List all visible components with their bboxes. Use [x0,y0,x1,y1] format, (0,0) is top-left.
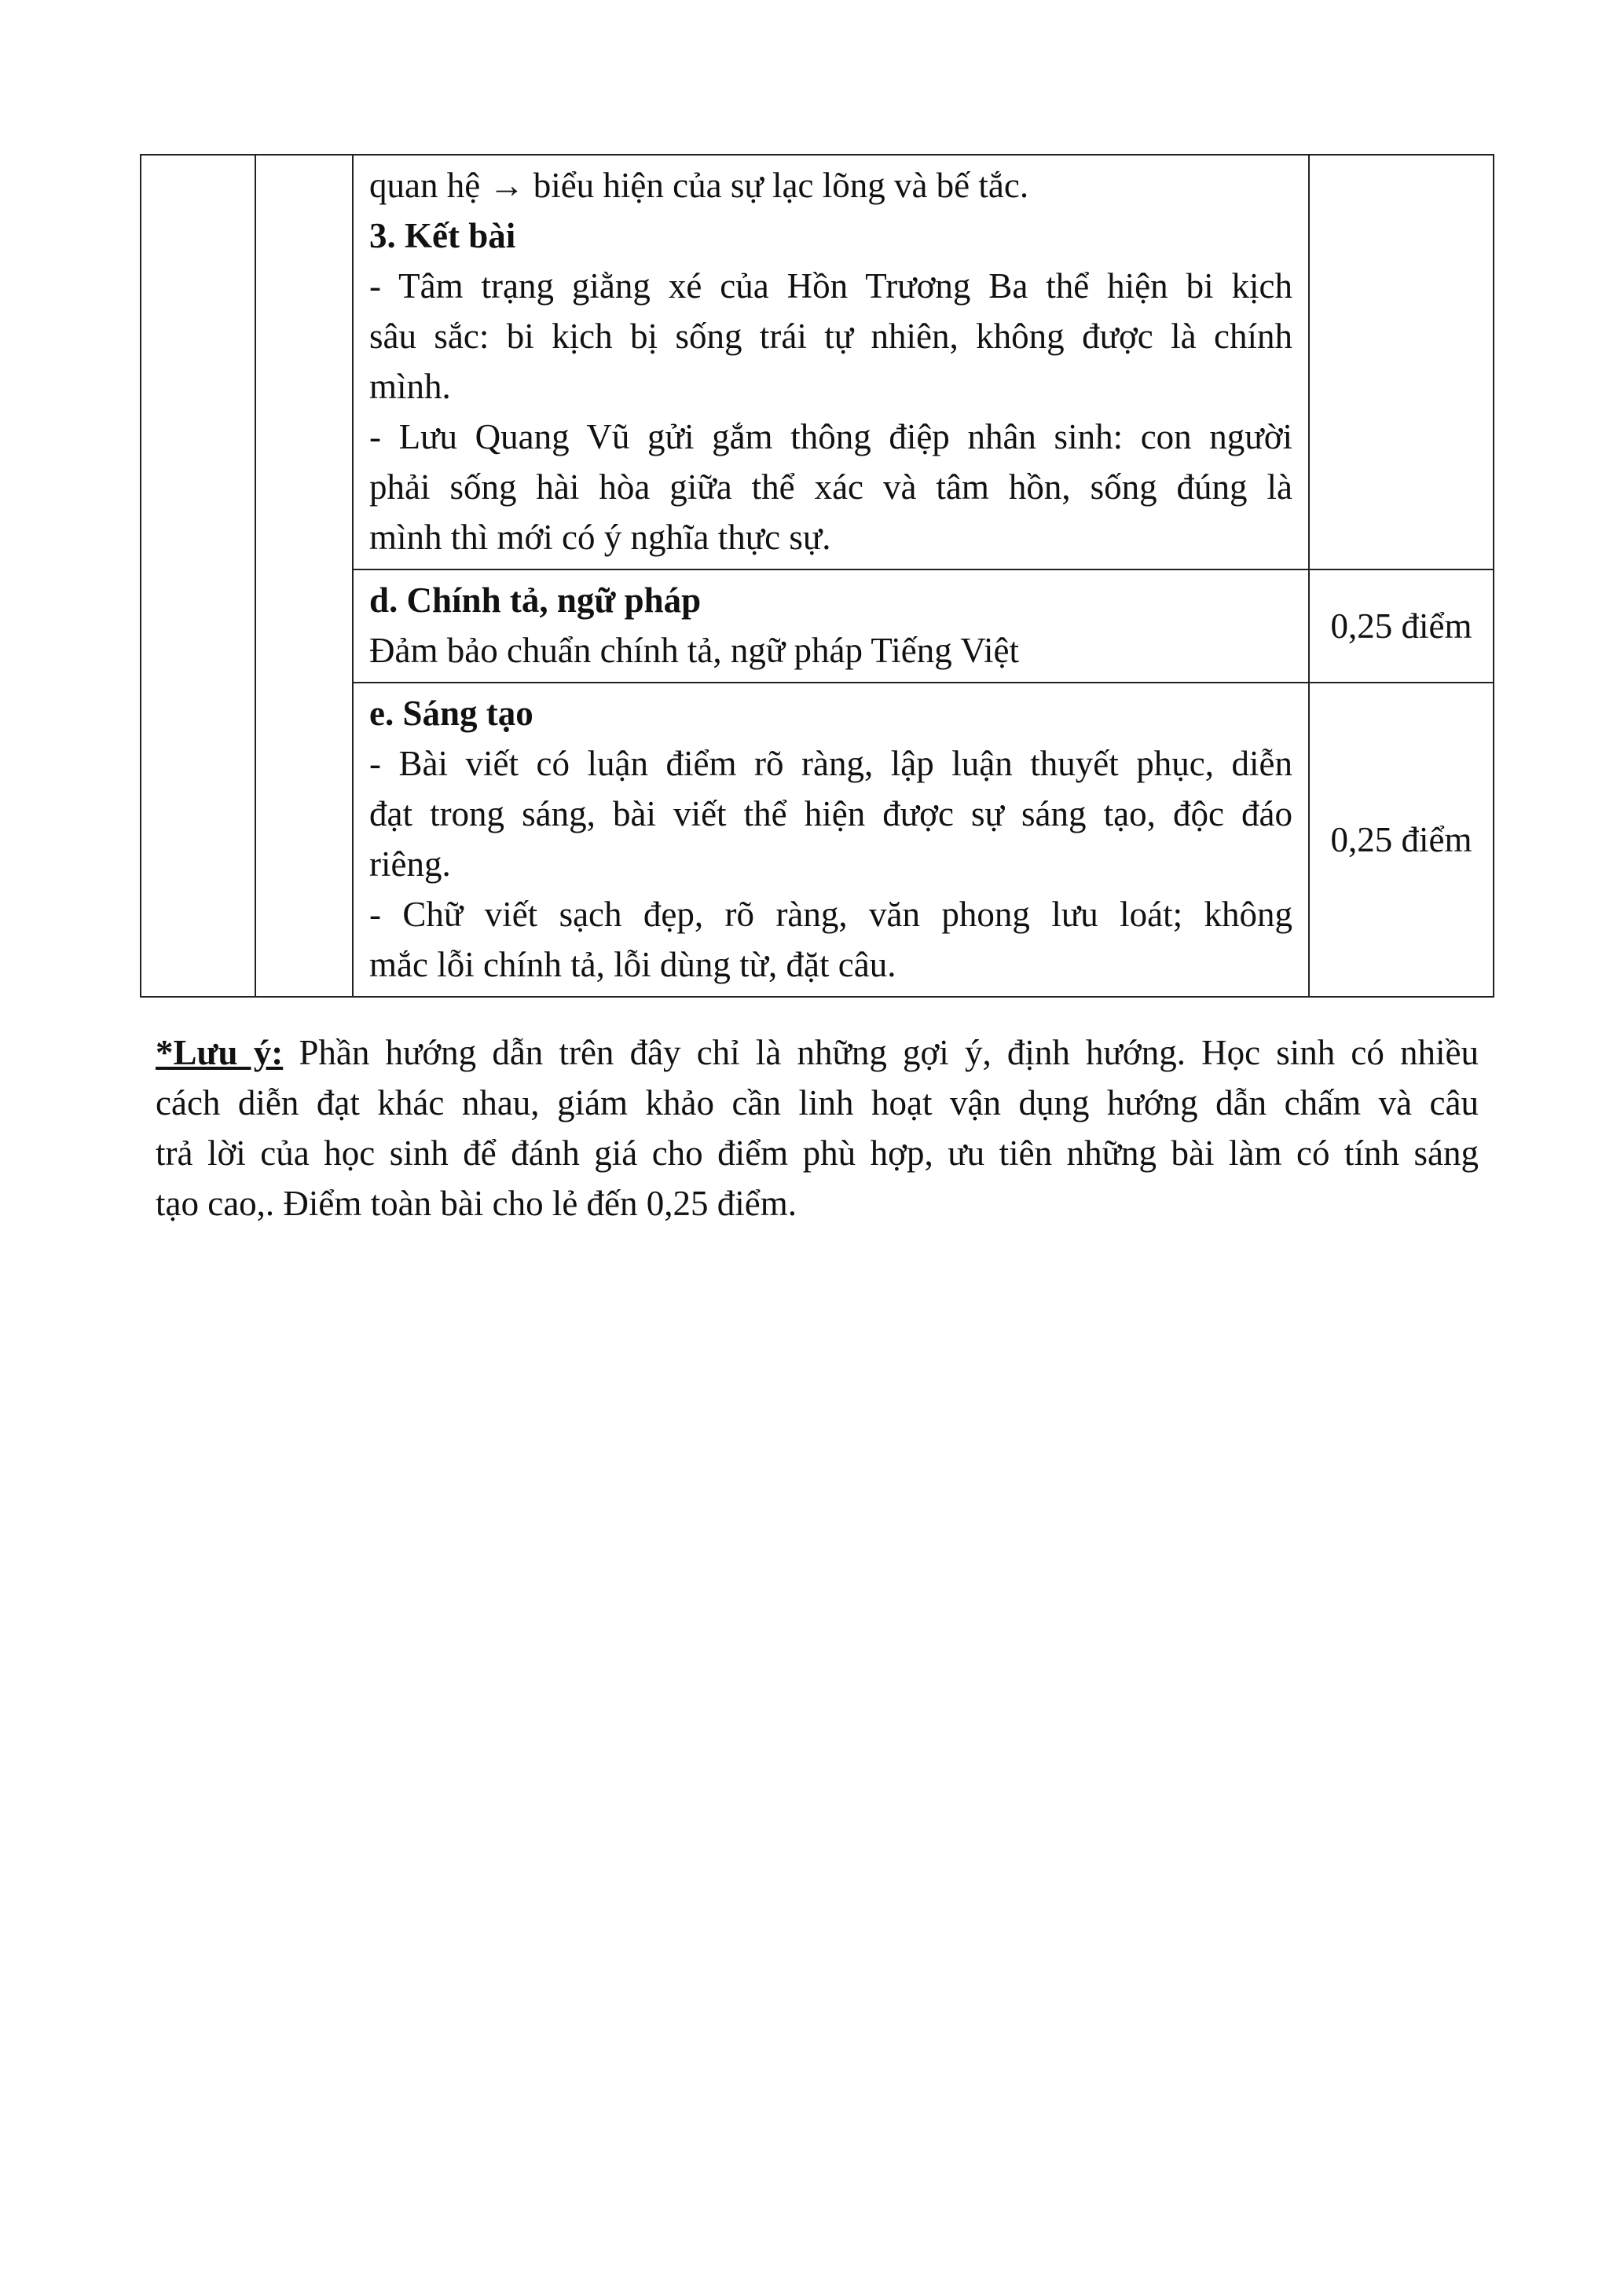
score-cell: 0,25 điểm [1309,569,1494,683]
note-paragraph [156,1027,1479,1229]
text-line: mình. [369,367,451,406]
table-row-ket-bai [141,155,1494,569]
score-cell: 0,25 điểm [1309,683,1494,997]
empty-cell-col1 [141,155,255,997]
note-line: cách diễn đạt khác nhau, giám khảo cần linh hoạt vận dụng hướng dẫn chấm và câu [156,1083,1479,1122]
text-line: - Bài viết có luận điểm rõ ràng, lập luận thuyết phục, diễn [369,744,1292,783]
section-heading: d. Chính tả, ngữ pháp [369,580,702,620]
note-text: Phần hướng dẫn trên đây chỉ là những gợi ý, định hướng. Học sinh có nhiều [299,1033,1479,1072]
text-line: đạt trong sáng, bài viết thể hiện được sự sáng tạo, độc đáo [369,794,1292,833]
empty-cell-col2 [255,155,353,997]
section-heading: e. Sáng tạo [369,694,533,733]
content-cell-chinh-ta [353,569,1309,683]
text-line: mình thì mới có ý nghĩa thực sự. [369,518,831,557]
text-line: - Chữ viết sạch đẹp, rõ ràng, văn phong lưu loát; không [369,895,1292,934]
empty-score-cell [1309,155,1494,569]
content-cell-ket-bai [353,155,1309,569]
note-line: trả lời của học sinh để đánh giá cho điểm phù hợp, ưu tiên những bài làm có tính sáng [156,1133,1479,1173]
text-line: sâu sắc: bi kịch bị sống trái tự nhiên, không được là chính [369,317,1292,356]
note-label: *Lưu ý: [156,1033,284,1072]
grading-table [140,154,1494,998]
text-line: mắc lỗi chính tả, lỗi dùng từ, đặt câu. [369,945,896,984]
text-line: Đảm bảo chuẩn chính tả, ngữ pháp Tiếng Việt [369,631,1019,670]
text-line: quan hệ → biểu hiện của sự lạc lõng và bế tắc. [369,166,1029,205]
text-line: riêng. [369,844,451,884]
note-line: tạo cao,. Điểm toàn bài cho lẻ đến 0,25 điểm. [156,1184,797,1223]
note-line [156,1027,1479,1078]
text-line: phải sống hài hòa giữa thể xác và tâm hồn, sống đúng là [369,467,1292,507]
text-line: - Tâm trạng giằng xé của Hồn Trương Ba thể hiện bi kịch [369,266,1292,306]
content-cell-sang-tao [353,683,1309,997]
text-line: - Lưu Quang Vũ gửi gắm thông điệp nhân sinh: con người [369,417,1292,456]
section-heading: 3. Kết bài [369,216,516,255]
